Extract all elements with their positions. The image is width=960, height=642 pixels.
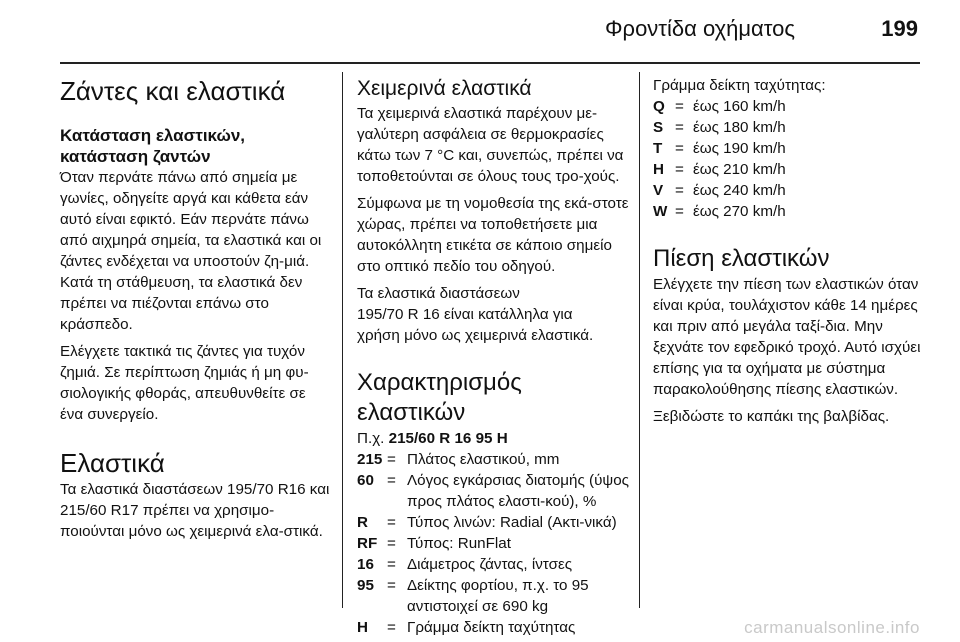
speed-row-value: έως 210 km/h — [693, 161, 786, 178]
equals-sign: = — [387, 577, 396, 594]
paragraph: Ελέγχετε την πίεση των ελαστικών όταν είναι κρύα, τουλάχιστον κάθε 14 ημέρες και πριν από μεγάλα ταξί-δια. Μην ξεχνάτε τον εφεδρικό τροχό. Αυτό ισχύει επίσης για τα οχήματα με σύστημα παρακολούθησης πίεσης ελαστικών. — [653, 276, 921, 398]
designation-row — [357, 512, 632, 533]
speed-row-key: H — [653, 161, 664, 178]
speed-row — [653, 201, 923, 222]
heading-tyres: Ελαστικά — [60, 448, 165, 478]
designation-row — [357, 554, 632, 575]
example-line — [357, 428, 632, 449]
designation-row-key: 16 — [357, 556, 374, 573]
designation-row — [357, 575, 632, 617]
column-divider — [639, 72, 640, 608]
designation-row-value: Πλάτος ελαστικού, mm — [407, 451, 560, 468]
column-1 — [60, 75, 330, 542]
speed-row — [653, 159, 923, 180]
paragraph-line: χρήση μόνο ως χειμερινά ελαστικά. — [357, 327, 594, 344]
designation-row-value: Γράμμα δείκτη ταχύτητας — [407, 619, 576, 636]
designation-row-value: Τύπος: RunFlat — [407, 535, 511, 552]
header-rule — [60, 62, 920, 64]
paragraph: Τα χειμερινά ελαστικά παρέχουν με-γαλύτερη ασφάλεια σε θερμοκρασίες κάτω των 7 °C και, συνεπώς, πρέπει να τοποθετούνται σε όλους τους τρο-χούς. — [357, 105, 624, 185]
equals-sign: = — [387, 556, 396, 573]
speed-row — [653, 138, 923, 159]
speed-row — [653, 96, 923, 117]
designation-row — [357, 617, 632, 638]
speed-row-key: T — [653, 140, 663, 157]
example-code: 215/60 R 16 95 H — [388, 430, 508, 447]
designation-row — [357, 533, 632, 554]
equals-sign: = — [387, 472, 396, 489]
designation-row — [357, 449, 632, 470]
heading-winter-tyres: Χειμερινά ελαστικά — [357, 77, 532, 100]
paragraph: Ξεβιδώστε το καπάκι της βαλβίδας. — [653, 408, 890, 425]
equals-sign: = — [675, 203, 684, 220]
speed-row-value: έως 160 km/h — [693, 98, 786, 115]
designation-row-value: Λόγος εγκάρσιας διατομής (ύψος προς πλάτος ελαστι-κού), % — [407, 472, 629, 510]
designation-row-value: Δείκτης φορτίου, π.χ. το 95 αντιστοιχεί σε 690 kg — [407, 577, 589, 615]
designation-row-value: Διάμετρος ζάντας, ίντσες — [407, 556, 573, 573]
heading-condition-a: Κατάσταση ελαστικών, — [60, 126, 245, 145]
paragraph: Όταν περνάτε πάνω από σημεία με γωνίες, οδηγείτε αργά και κάθετα εάν αυτό είναι εφικτό. Εάν περνάτε πάνω από αιχμηρά σημεία, τα ελαστικά και οι ζάντες ενδέχεται να υποστούν ζη-μιά. Κατά τη στάθμευση, τα ελαστικά δεν πρέπει να πιέζονται επάνω στο κράσπεδο. — [60, 169, 322, 333]
example-prefix: Π.χ. — [357, 430, 385, 447]
designation-row-key: R — [357, 514, 368, 531]
designation-list — [357, 449, 632, 638]
speed-row-key: S — [653, 119, 664, 136]
speed-index-list — [653, 96, 923, 222]
column-2 — [357, 75, 632, 638]
speed-row-value: έως 270 km/h — [693, 203, 786, 220]
paragraph: Σύμφωνα με τη νομοθεσία της εκά-στοτε χώρας, πρέπει να τοποθετήσετε μια αυτοκόλλητη ετικέτα σε κάποιο σημείο στο οπτικό πεδίο του οδηγού. — [357, 195, 629, 275]
speed-row-value: έως 240 km/h — [693, 182, 786, 199]
column-divider — [342, 72, 343, 608]
equals-sign: = — [387, 535, 396, 552]
page-number: 199 — [881, 16, 918, 41]
heading-tyre-pressure: Πίεση ελαστικών — [653, 245, 830, 272]
watermark: carmanualsonline.info — [744, 618, 920, 637]
column-3 — [653, 75, 923, 427]
speed-row — [653, 180, 923, 201]
equals-sign: = — [387, 619, 396, 636]
heading-condition-b: κατάσταση ζαντών — [60, 147, 211, 166]
equals-sign: = — [675, 140, 684, 157]
paragraph: Τα ελαστικά διαστάσεων 195/70 R16 και 215/60 R17 πρέπει να χρησιμο-ποιούνται μόνο ως χειμερινά ελα-στικά. — [60, 481, 330, 540]
paragraph-line: Τα ελαστικά διαστάσεων — [357, 285, 520, 302]
speed-row-key: Q — [653, 98, 665, 115]
heading-rims-tyres: Ζάντες και ελαστικά — [60, 76, 286, 106]
designation-row-key: 95 — [357, 577, 374, 594]
equals-sign: = — [387, 451, 396, 468]
designation-row — [357, 470, 632, 512]
speed-intro: Γράμμα δείκτη ταχύτητας: — [653, 77, 826, 94]
speed-row-key: W — [653, 203, 668, 220]
speed-row-value: έως 180 km/h — [693, 119, 786, 136]
equals-sign: = — [675, 119, 684, 136]
designation-row-key: RF — [357, 535, 378, 552]
speed-row-key: V — [653, 182, 664, 199]
designation-row-key: 60 — [357, 472, 374, 489]
equals-sign: = — [675, 161, 684, 178]
paragraph-line: 195/70 R 16 είναι κατάλληλα για — [357, 306, 573, 323]
equals-sign: = — [675, 98, 684, 115]
designation-row-value: Τύπος λινών: Radial (Ακτι-νικά) — [407, 514, 617, 531]
heading-tyre-designations: Χαρακτηρισμός ελαστικών — [357, 369, 522, 426]
speed-row — [653, 117, 923, 138]
equals-sign: = — [387, 514, 396, 531]
designation-row-key: H — [357, 619, 368, 636]
paragraph: Ελέγχετε τακτικά τις ζάντες για τυχόν ζημιά. Σε περίπτωση ζημιάς ή μη φυ-σιολογικής φθοράς, απευθυνθείτε σε ένα συνεργείο. — [60, 343, 309, 423]
speed-row-value: έως 190 km/h — [693, 140, 786, 157]
designation-row-key: 215 — [357, 451, 383, 468]
section-title: Φροντίδα οχήματος — [605, 16, 795, 41]
equals-sign: = — [675, 182, 684, 199]
